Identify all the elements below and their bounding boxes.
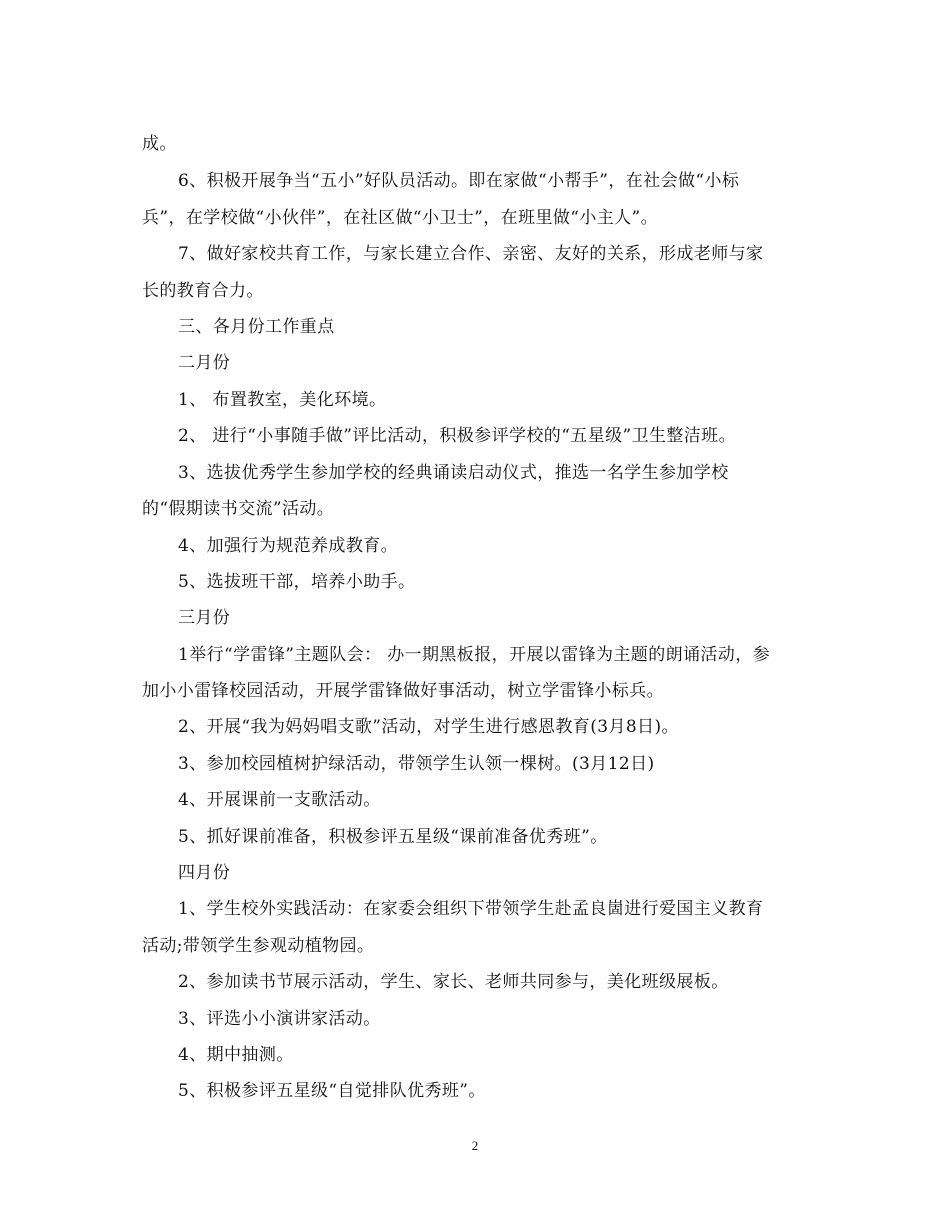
list-item: 3、选拔优秀学生参加学校的经典诵读启动仪式，推选一名学生参加学校 bbox=[178, 463, 729, 483]
text-line: 成。 bbox=[142, 134, 177, 154]
list-item: 3、参加校园植树护绿活动，带领学生认领一棵树。(3月12日) bbox=[178, 754, 655, 774]
text-line: 活动;带领学生参观动植物园。 bbox=[142, 936, 375, 956]
list-item: 4、期中抽测。 bbox=[178, 1045, 294, 1065]
list-item: 1举行“学雷锋”主题队会： 办一期黑板报，开展以雷锋为主题的朗诵活动，参 bbox=[178, 645, 770, 665]
list-item: 5、选拔班干部，培养小助手。 bbox=[178, 572, 416, 592]
list-item: 3、评选小小演讲家活动。 bbox=[178, 1009, 381, 1029]
text-line: 6、积极开展争当“五小”好队员活动。即在家做“小帮手”，在社会做“小标 bbox=[178, 171, 740, 191]
list-item: 2、 进行“小事随手做”评比活动，积极参评学校的“五星级”卫生整洁班。 bbox=[178, 426, 736, 446]
text-line: 长的教育合力。 bbox=[142, 281, 264, 301]
month-heading: 二月份 bbox=[178, 353, 231, 373]
text-line: 7、做好家校共育工作，与家长建立合作、亲密、友好的关系，形成老师与家 bbox=[178, 244, 764, 264]
month-heading: 四月份 bbox=[178, 863, 231, 883]
list-item: 5、抓好课前准备，积极参评五星级“课前准备优秀班”。 bbox=[178, 827, 608, 847]
list-item: 2、开展“我为妈妈唱支歌”活动，对学生进行感恩教育(3月8日)。 bbox=[178, 717, 679, 737]
list-item: 2、参加读书节展示活动，学生、家长、老师共同参与，美化班级展板。 bbox=[178, 972, 729, 992]
month-heading: 三月份 bbox=[178, 608, 231, 628]
list-item: 1、学生校外实践活动：在家委会组织下带领学生赴孟良崮进行爱国主义教育 bbox=[178, 899, 764, 919]
list-item: 4、加强行为规范养成教育。 bbox=[178, 536, 399, 556]
text-line: 兵”，在学校做“小伙伴”，在社区做“小卫士”，在班里做“小主人”。 bbox=[142, 208, 659, 228]
page-number: 2 bbox=[471, 1138, 479, 1153]
section-heading: 三、各月份工作重点 bbox=[178, 317, 335, 337]
list-item: 1、 布置教室，美化环境。 bbox=[178, 390, 387, 410]
text-line: 的“假期读书交流”活动。 bbox=[142, 499, 335, 519]
list-item: 4、开展课前一支歌活动。 bbox=[178, 790, 381, 810]
text-line: 加小小雷锋校园活动，开展学雷锋做好事活动，树立学雷锋小标兵。 bbox=[142, 681, 664, 701]
list-item: 5、积极参评五星级“自觉排队优秀班”。 bbox=[178, 1081, 486, 1101]
